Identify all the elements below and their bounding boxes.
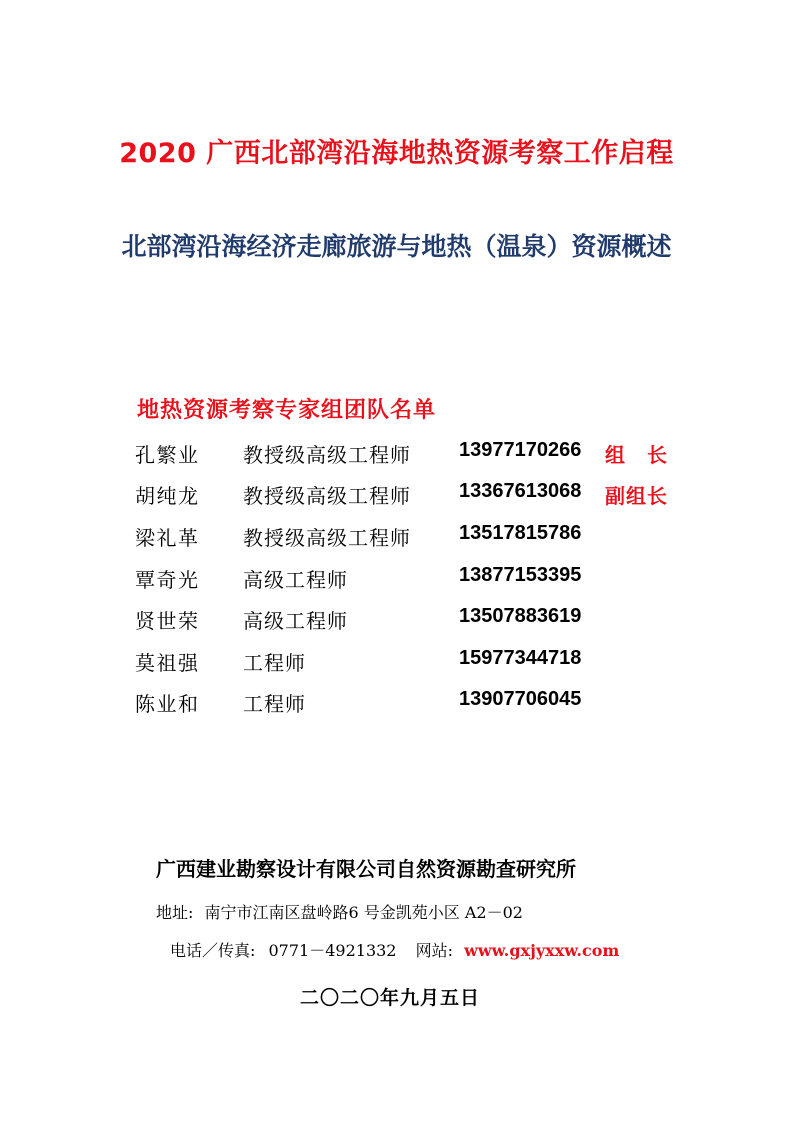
team-member-row [0,564,793,598]
team-member-row [0,688,793,722]
member-phone: 13517815786 [459,522,582,544]
member-name: 梁礼革 [135,526,200,550]
team-member-row [0,605,793,639]
member-title: 工程师 [243,692,306,716]
address-line [156,900,523,923]
member-phone: 13907706045 [459,688,582,710]
document-date: 二〇二〇年九月五日 [300,987,481,1009]
page-title: 2020 广西北部湾沿海地热资源考察工作启程 [119,138,674,169]
member-phone: 15977344718 [459,647,582,669]
team-member-row [0,439,793,473]
member-name: 胡纯龙 [135,484,200,508]
contact-line [170,938,619,961]
phone-value: 0771－4921332 [268,941,397,960]
team-member-row [0,522,793,556]
member-phone: 13507883619 [459,605,582,627]
member-phone: 13877153395 [459,564,582,586]
organization-name: 广西建业勘察设计有限公司自然资源勘查研究所 [156,857,576,881]
team-member-row [0,480,793,514]
member-title: 工程师 [243,651,306,675]
member-role: 副组长 [605,484,668,508]
website-link[interactable]: www.gxjyxxw.com [464,941,620,960]
member-phone: 13977170266 [459,439,582,461]
member-title: 高级工程师 [243,568,348,592]
member-name: 孔繁业 [135,443,200,467]
member-phone: 13367613068 [459,480,582,502]
team-heading: 地热资源考察专家组团队名单 [137,397,437,423]
member-role: 组 长 [605,443,668,467]
address-value: 南宁市江南区盘岭路6 号金凯苑小区 A2－02 [204,903,523,922]
member-name: 莫祖强 [135,651,200,675]
member-title: 教授级高级工程师 [243,484,411,508]
page-subtitle: 北部湾沿海经济走廊旅游与地热（温泉）资源概述 [121,232,672,261]
address-label: 地址: [156,903,194,922]
member-title: 教授级高级工程师 [243,443,411,467]
team-member-row [0,647,793,681]
website-label: 网站: [415,941,453,960]
member-name: 覃奇光 [135,568,200,592]
member-name: 陈业和 [135,692,200,716]
member-title: 高级工程师 [243,609,348,633]
member-title: 教授级高级工程师 [243,526,411,550]
member-name: 贤世荣 [135,609,200,633]
phone-label: 电话／传真: [170,941,256,960]
